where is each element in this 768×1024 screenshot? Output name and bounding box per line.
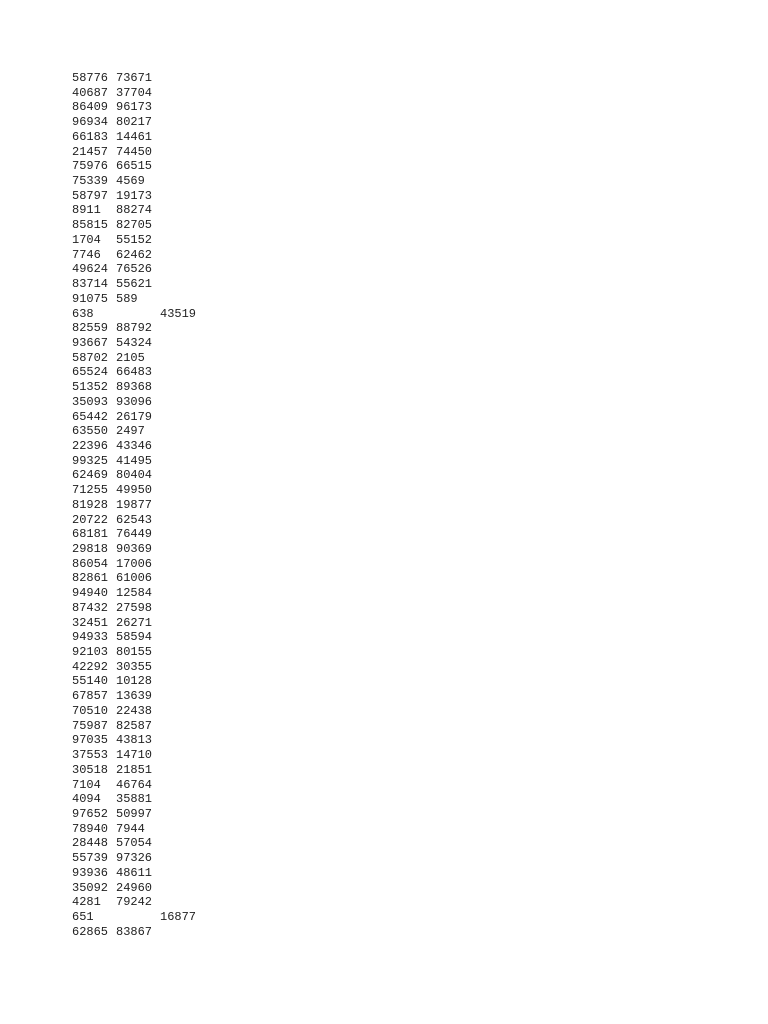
data-cell: 30518 [72, 762, 109, 777]
data-row [72, 925, 204, 940]
data-cell: 76526 [116, 262, 153, 277]
data-cell: 22396 [72, 438, 109, 453]
data-row [72, 733, 204, 748]
data-cell: 19877 [116, 497, 153, 512]
data-cell: 54324 [116, 335, 153, 350]
data-cell: 55739 [72, 851, 109, 866]
data-cell: 89368 [116, 380, 153, 395]
data-cell: 50997 [116, 806, 153, 821]
data-cell: 75339 [72, 174, 109, 189]
data-cell: 80155 [116, 645, 153, 660]
data-cell: 4094 [72, 792, 101, 807]
data-cell: 49950 [116, 483, 153, 498]
data-cell: 37704 [116, 85, 153, 100]
data-cell: 82705 [116, 218, 153, 233]
data-row [72, 542, 204, 557]
data-cell: 35092 [72, 880, 109, 895]
data-cell: 82559 [72, 321, 109, 336]
data-cell: 90369 [116, 542, 153, 556]
data-cell: 97652 [72, 806, 109, 821]
data-row [72, 351, 204, 366]
data-cell: 2497 [116, 424, 145, 439]
data-cell: 55140 [72, 674, 109, 689]
data-row [72, 704, 204, 719]
data-row [72, 674, 204, 689]
data-cell: 62865 [72, 924, 109, 939]
data-row [72, 395, 204, 410]
data-cell: 65524 [72, 365, 109, 380]
data-cell: 42292 [72, 659, 109, 674]
number-list [72, 71, 204, 939]
data-cell: 41495 [116, 453, 153, 468]
data-cell: 80404 [116, 468, 153, 483]
data-cell: 61006 [116, 571, 153, 586]
data-cell: 86409 [72, 100, 109, 115]
data-cell: 76449 [116, 527, 153, 542]
data-row [72, 159, 204, 174]
data-cell: 91075 [72, 291, 109, 306]
data-cell: 4281 [72, 895, 101, 910]
data-cell: 17006 [116, 556, 153, 571]
data-row [72, 616, 204, 631]
data-cell: 75976 [72, 159, 109, 174]
data-cell: 2105 [116, 350, 145, 365]
data-cell: 58797 [72, 188, 109, 203]
data-row [72, 218, 204, 233]
data-row [72, 895, 204, 910]
data-row [72, 321, 204, 336]
data-cell: 40687 [72, 85, 109, 100]
data-cell: 85815 [72, 218, 109, 233]
data-cell: 43519 [160, 306, 197, 321]
data-cell: 1704 [72, 232, 101, 247]
data-row [72, 763, 204, 778]
data-row [72, 910, 204, 925]
data-row [72, 336, 204, 351]
data-cell: 96173 [116, 100, 153, 115]
data-row [72, 454, 204, 469]
data-cell: 99325 [72, 453, 109, 468]
data-row [72, 189, 204, 204]
data-cell: 589 [116, 291, 138, 306]
data-row [72, 307, 204, 322]
data-cell: 68181 [72, 527, 109, 542]
data-row [72, 498, 204, 513]
data-row [72, 881, 204, 896]
data-cell: 21457 [72, 144, 109, 159]
data-cell: 32451 [72, 615, 109, 630]
data-cell: 94933 [72, 630, 109, 645]
data-cell: 62469 [72, 468, 109, 483]
data-cell: 83867 [116, 924, 153, 939]
data-cell: 93936 [72, 865, 109, 880]
data-cell: 80217 [116, 115, 153, 130]
data-cell: 82861 [72, 571, 109, 586]
data-cell: 67857 [72, 689, 109, 704]
data-cell: 22438 [116, 703, 153, 718]
data-row [72, 248, 204, 263]
data-row [72, 130, 204, 145]
data-row [72, 365, 204, 380]
data-cell: 35093 [72, 394, 109, 409]
data-cell: 37553 [72, 748, 109, 763]
data-row [72, 277, 204, 292]
data-row [72, 71, 204, 86]
data-cell: 94940 [72, 586, 109, 601]
data-row [72, 601, 204, 616]
data-cell: 35881 [116, 792, 153, 807]
data-row [72, 557, 204, 572]
data-row [72, 586, 204, 601]
data-cell: 16877 [160, 909, 197, 924]
data-row [72, 630, 204, 645]
data-cell: 13639 [116, 689, 153, 704]
data-cell: 46764 [116, 777, 153, 792]
data-cell: 29818 [72, 542, 109, 556]
data-cell: 58776 [72, 71, 109, 85]
data-cell: 19173 [116, 188, 153, 203]
data-row [72, 822, 204, 837]
data-cell: 88274 [116, 203, 153, 218]
data-cell: 73671 [116, 71, 153, 85]
data-row [72, 115, 204, 130]
data-cell: 55152 [116, 232, 153, 247]
data-row [72, 174, 204, 189]
data-cell: 26271 [116, 615, 153, 630]
data-cell: 651 [72, 909, 94, 924]
data-cell: 28448 [72, 836, 109, 851]
data-cell: 26179 [116, 409, 153, 424]
data-cell: 97035 [72, 733, 109, 748]
data-cell: 43346 [116, 438, 153, 453]
data-cell: 71255 [72, 483, 109, 498]
data-cell: 7944 [116, 821, 145, 836]
data-cell: 88792 [116, 321, 153, 336]
data-cell: 81928 [72, 497, 109, 512]
data-row [72, 233, 204, 248]
data-cell: 24960 [116, 880, 153, 895]
data-cell: 4569 [116, 174, 145, 189]
data-cell: 51352 [72, 380, 109, 395]
data-row [72, 836, 204, 851]
data-cell: 58702 [72, 350, 109, 365]
data-cell: 70510 [72, 703, 109, 718]
data-cell: 65442 [72, 409, 109, 424]
data-cell: 57054 [116, 836, 153, 851]
data-cell: 79242 [116, 895, 153, 910]
data-cell: 78940 [72, 821, 109, 836]
data-cell: 21851 [116, 762, 153, 777]
data-cell: 93096 [116, 394, 153, 409]
data-row [72, 645, 204, 660]
data-cell: 75987 [72, 718, 109, 733]
data-row [72, 410, 204, 425]
data-row [72, 468, 204, 483]
data-row [72, 439, 204, 454]
data-row [72, 792, 204, 807]
data-row [72, 380, 204, 395]
data-cell: 66183 [72, 129, 109, 144]
data-row [72, 86, 204, 101]
data-cell: 92103 [72, 645, 109, 660]
data-row [72, 145, 204, 160]
data-row [72, 483, 204, 498]
data-cell: 638 [72, 306, 94, 321]
data-cell: 7104 [72, 777, 101, 792]
data-row [72, 660, 204, 675]
data-cell: 74450 [116, 144, 153, 159]
data-row [72, 866, 204, 881]
data-cell: 49624 [72, 262, 109, 277]
data-cell: 66483 [116, 365, 153, 380]
data-row [72, 424, 204, 439]
data-row [72, 778, 204, 793]
data-cell: 27598 [116, 600, 153, 615]
data-row [72, 100, 204, 115]
data-cell: 14710 [116, 748, 153, 763]
data-cell: 55621 [116, 277, 153, 292]
data-cell: 14461 [116, 129, 153, 144]
data-cell: 10128 [116, 674, 153, 689]
data-cell: 8911 [72, 203, 101, 218]
data-row [72, 748, 204, 763]
data-row [72, 807, 204, 822]
data-cell: 86054 [72, 556, 109, 571]
data-cell: 48611 [116, 865, 153, 880]
data-cell: 63550 [72, 424, 109, 439]
data-row [72, 851, 204, 866]
data-cell: 20722 [72, 512, 109, 527]
data-cell: 93667 [72, 335, 109, 350]
data-row [72, 689, 204, 704]
data-row [72, 527, 204, 542]
data-row [72, 571, 204, 586]
data-cell: 12584 [116, 586, 153, 601]
data-cell: 7746 [72, 247, 101, 262]
data-row [72, 262, 204, 277]
data-cell: 30355 [116, 659, 153, 674]
data-cell: 43813 [116, 733, 153, 748]
data-cell: 87432 [72, 600, 109, 615]
data-row [72, 292, 204, 307]
data-cell: 62462 [116, 247, 153, 262]
data-cell: 82587 [116, 718, 153, 733]
data-row [72, 719, 204, 734]
data-cell: 62543 [116, 512, 153, 527]
data-row [72, 513, 204, 528]
data-cell: 66515 [116, 159, 153, 174]
data-row [72, 203, 204, 218]
data-cell: 96934 [72, 115, 109, 130]
data-cell: 97326 [116, 851, 153, 866]
data-cell: 58594 [116, 630, 153, 645]
data-cell: 83714 [72, 277, 109, 292]
